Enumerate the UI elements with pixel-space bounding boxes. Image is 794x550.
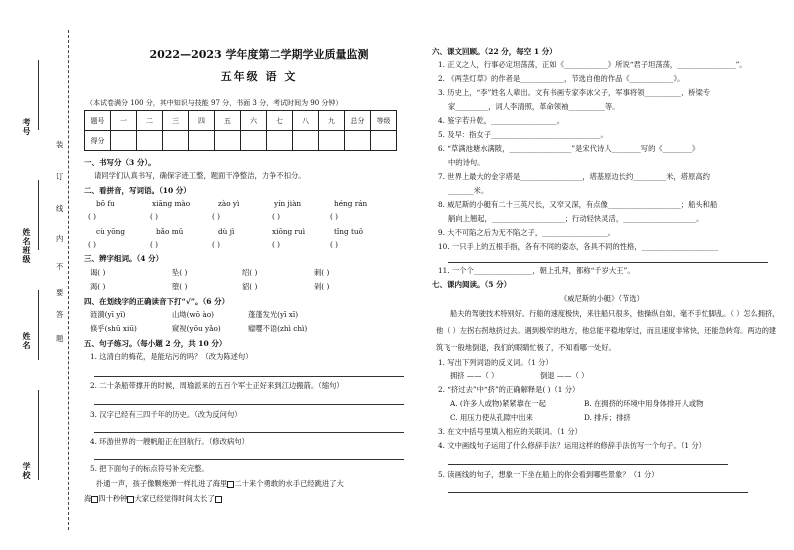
answer-line[interactable] (448, 262, 768, 263)
pinyin-6: cù yōng (96, 227, 125, 236)
compare-word[interactable]: 貂( ) (242, 282, 258, 291)
pinyin-10: tǐng tuō (334, 227, 363, 236)
compare-word[interactable]: 剁( ) (314, 282, 330, 291)
compare-word[interactable]: 谒( ) (90, 268, 106, 277)
pinyin-4: yín jiàn (274, 199, 302, 208)
score-header-cell: 四 (189, 111, 215, 131)
answer-paren[interactable]: ( ) (330, 240, 339, 249)
review-line: 4. 鉴字若升乾，__________________。 (438, 116, 565, 125)
review-line: 5. 及早：指女子______________________________。 (438, 130, 608, 139)
sentence-q4: 4. 环游世界的一艘帆船正在回航行。（修改病句） (90, 437, 249, 446)
pinyin-3: zào yì (218, 199, 240, 208)
reading-q1: 1. 写出下列词语的反义词。（1 分） (438, 358, 553, 367)
section-6-title: 六、课文回顾。（22 分，每空 1 分） (432, 47, 557, 56)
pinyin-5: héng rán (334, 199, 368, 208)
section-2-title: 二、看拼音，写词语。（10 分） (84, 186, 191, 195)
review-line: 10. 一只手上的五根手指，各有不同的姿态，各具不同的性格，_____________________ (438, 242, 719, 251)
seal-char-7: 答 (56, 310, 64, 319)
answer-paren[interactable]: ( ) (272, 240, 281, 249)
score-header-cell: 七 (267, 111, 293, 131)
reading-q5: 5. 读画线的句子，想象一下坐在船上的你会看到哪些景象？（1 分） (438, 470, 659, 479)
score-cell[interactable] (241, 131, 267, 151)
review-line: 6. “草满池塘水满陂，_________________”是宋代诗人________写的《________》 (438, 144, 700, 153)
punctuation-sentence-line1 (96, 479, 344, 489)
sentence-text: 四十秒钟 (98, 494, 128, 503)
score-cell[interactable] (215, 131, 241, 151)
review-line: 11. 一个个________________，朝上孔拜，都称“千岁大王”。 (438, 266, 635, 275)
compare-word[interactable]: 渴( ) (90, 282, 106, 291)
review-line: 8. 威尼斯的小艇有二十三英尺长，又窄又深，有点像____________________；船头和船 (438, 200, 718, 209)
section-7-title: 七、课内阅读。（5 分） (432, 280, 512, 289)
score-table-score-row (85, 131, 397, 151)
side-label-kaohao: 考号 (22, 118, 32, 136)
side-label-xuexiao: 学校 (22, 462, 32, 480)
passage-title: 《威尼斯的小艇》（节选） (560, 294, 644, 303)
score-header-cell: 五 (215, 111, 241, 131)
score-table (84, 110, 397, 151)
pronunciation-item[interactable]: 山坳(wō ào) (172, 310, 214, 319)
pronunciation-item[interactable]: 窥视(yōu yǎo) (172, 324, 221, 333)
answer-line[interactable] (94, 404, 404, 405)
score-cell[interactable] (163, 131, 189, 151)
score-cell[interactable] (345, 131, 371, 151)
compare-word[interactable]: 坠( ) (172, 268, 188, 277)
answer-paren[interactable]: ( ) (330, 212, 339, 221)
answer-line[interactable] (94, 376, 404, 377)
review-line: 2. 《两茎灯草》的作者是____________，节选自他的作品《____________》。 (438, 74, 685, 83)
seal-char-3: 线 (56, 204, 64, 213)
compare-word[interactable]: 绍( ) (242, 268, 258, 277)
score-row-label: 得分 (85, 131, 111, 151)
score-header-cell: 总分 (345, 111, 371, 131)
review-line: 9. 大不可陷之后为无不陷之子，__________________。 (438, 228, 616, 237)
score-header-cell: 九 (319, 111, 345, 131)
side-fill-line-kaohao (38, 60, 39, 130)
section-4-title: 四、在划线字的正确读音下打“√”。（6 分） (84, 297, 230, 306)
score-header-cell: 三 (163, 111, 189, 131)
section-3-title: 三、辨字组词。（4 分） (84, 254, 164, 263)
pinyin-9: xiōng ruì (272, 227, 306, 236)
sentence-q5: 5. 把下面句子的标点符号补充完整。 (90, 464, 209, 473)
exam-title: 2022—2023 学年度第二学期学业质量监测 (149, 48, 369, 61)
answer-line[interactable] (94, 459, 404, 460)
score-header-cell: 八 (293, 111, 319, 131)
seal-char-1: 装 (56, 140, 64, 149)
side-fill-line-banji (38, 180, 39, 250)
score-header-cell: 等级 (371, 111, 397, 131)
binding-dashed-line (68, 30, 69, 530)
score-cell[interactable] (137, 131, 163, 151)
sentence-q2: 2. 二十条船带撑开的时候，周瑜派来的五百个军士正好来到江边搬箭。（缩句） (90, 381, 344, 390)
pronunciation-item[interactable]: 倏乎(shū xiū) (90, 324, 137, 333)
seal-char-6: 要 (56, 288, 64, 297)
punctuation-box[interactable] (215, 496, 222, 503)
choice-b[interactable]: B. 在拥挤的环境中用身体排开人或物 (584, 399, 704, 408)
side-label-banji: 姓名班级 (22, 228, 32, 264)
sentence-text: 扑通一声，孩子像颗炮弹一样扎进了海里 (96, 479, 228, 488)
answer-paren[interactable]: ( ) (150, 212, 159, 221)
choice-d[interactable]: D. 排斥；排挤 (584, 413, 631, 422)
choice-a[interactable]: A. (许多人或物)紧紧靠在一起 (450, 399, 546, 408)
section-1-body: 请同学们认真书写，确保字迹工整，题面干净整洁，力争不扣分。 (94, 171, 306, 180)
seal-char-5: 不 (56, 262, 64, 271)
pinyin-2: xiāng mào (152, 199, 191, 208)
reading-q2: 2. “挤过去”中“挤”的正确解释是( )（1 分） (438, 385, 580, 394)
review-line: 7. 世界上最大的金字塔是_________________，塔基原边长约_________米，塔原高约 (438, 172, 710, 181)
side-fill-line-xingming (38, 290, 39, 360)
pinyin-7: bǎo mǔ (156, 227, 184, 236)
answer-line[interactable] (448, 464, 728, 465)
answer-line[interactable] (448, 492, 748, 493)
score-cell[interactable] (371, 131, 397, 151)
score-cell[interactable] (319, 131, 345, 151)
exam-note: （本试卷满分 100 分，其中知识与技能 97 分，书面 3 分，考试时间为 90 分钟） (86, 99, 343, 107)
review-line: 3. 历史上，“李”姓名人辈出。文有书画专家李冰父子，军事将领__________、桥梁专 (438, 88, 711, 97)
answer-paren[interactable]: ( ) (150, 240, 159, 249)
sentence-q3: 3. 汉字已经有三四千年的历史。（改为反问句） (90, 410, 242, 419)
seal-char-8: 题 (56, 334, 64, 343)
review-line: _______米。 (448, 186, 489, 195)
review-line: 1. 正义之人，行事必定坦荡荡，正如《____________》所说“君子坦荡荡，________________”。 (438, 60, 747, 69)
pinyin-8: dù jì (218, 227, 235, 236)
answer-line[interactable] (94, 432, 404, 433)
score-cell[interactable] (111, 131, 137, 151)
passage-text: 船夫的驾驶技术特别好。行船的速度极快，来往船只很多，他操纵自如，毫不手忙脚乱。（ ）怎么拥挤，他（ ）左拐右拐地挤过去。遇到极窄的地方，他总能平稳地穿过，而且速度非常快，还能急转弯。两边的建筑飞一般地倒退，我们的眼睛忙极了，不知看哪一处好。 (436, 309, 780, 352)
answer-paren[interactable]: ( ) (88, 212, 97, 221)
score-table-header-row (85, 111, 397, 131)
side-label-xingming: 姓名 (22, 332, 32, 350)
section-5-title: 五、句子练习。（每小题 2 分，共 10 分） (84, 339, 227, 348)
antonym-item[interactable]: 倒退 ——（ ） (540, 371, 589, 380)
sentence-text: 大家已经觉得时间太长了 (134, 494, 215, 503)
score-cell[interactable] (189, 131, 215, 151)
sentence-text: 海 (84, 494, 92, 503)
side-fill-line-xuexiao (38, 390, 39, 480)
compare-word[interactable]: 堕( ) (172, 282, 188, 291)
reading-q4: 4. 文中画线句子运用了什么修辞手法？运用这样的修辞手法仿写一个句子。（1 分） (438, 441, 706, 450)
choice-c[interactable]: C. 用压力使从孔隙中出来 (450, 413, 533, 422)
pronunciation-item[interactable]: 蓬蓬发光(yī xī) (248, 310, 299, 319)
review-line: 艄向上翘起，____________________；行动轻快灵活，____________________。 (448, 214, 704, 223)
pinyin-1: bō fu (96, 199, 115, 208)
reading-q3: 3. 在文中括号里填入相应的关联词。（1 分） (438, 427, 582, 436)
answer-paren[interactable]: ( ) (88, 240, 97, 249)
answer-paren[interactable]: ( ) (212, 240, 221, 249)
section-1-title: 一、书写分（3 分）。 (84, 158, 156, 167)
antonym-item[interactable]: 拥挤 ——（ ） (450, 371, 499, 380)
pronunciation-item[interactable]: 瘤嘤不语(zhì chì) (248, 324, 308, 333)
seal-char-2: 订 (56, 172, 64, 181)
review-line: 家_________，词人李清照，革命领袖__________等。 (448, 102, 620, 111)
score-cell[interactable] (267, 131, 293, 151)
score-header-cell: 二 (137, 111, 163, 131)
punctuation-sentence-line2 (84, 494, 222, 504)
score-header-cell: 题号 (85, 111, 111, 131)
score-header-cell: 一 (111, 111, 137, 131)
seal-char-4: 内 (56, 234, 64, 243)
score-header-cell: 六 (241, 111, 267, 131)
pronunciation-item[interactable]: 涟漪(yī yǐ) (90, 310, 126, 319)
sentence-q1: 1. 这清白的梅花，是能玷污的吗？（改为陈述句） (90, 352, 253, 361)
compare-word[interactable]: 刺( ) (314, 268, 330, 277)
exam-subtitle: 五年级 语 文 (220, 70, 298, 83)
answer-paren[interactable]: ( ) (272, 212, 281, 221)
sentence-text: 二十来个勇敢的水手已经跳进了大 (234, 479, 344, 488)
score-cell[interactable] (293, 131, 319, 151)
answer-paren[interactable]: ( ) (212, 212, 221, 221)
review-line: 中的诗句。 (448, 158, 485, 167)
